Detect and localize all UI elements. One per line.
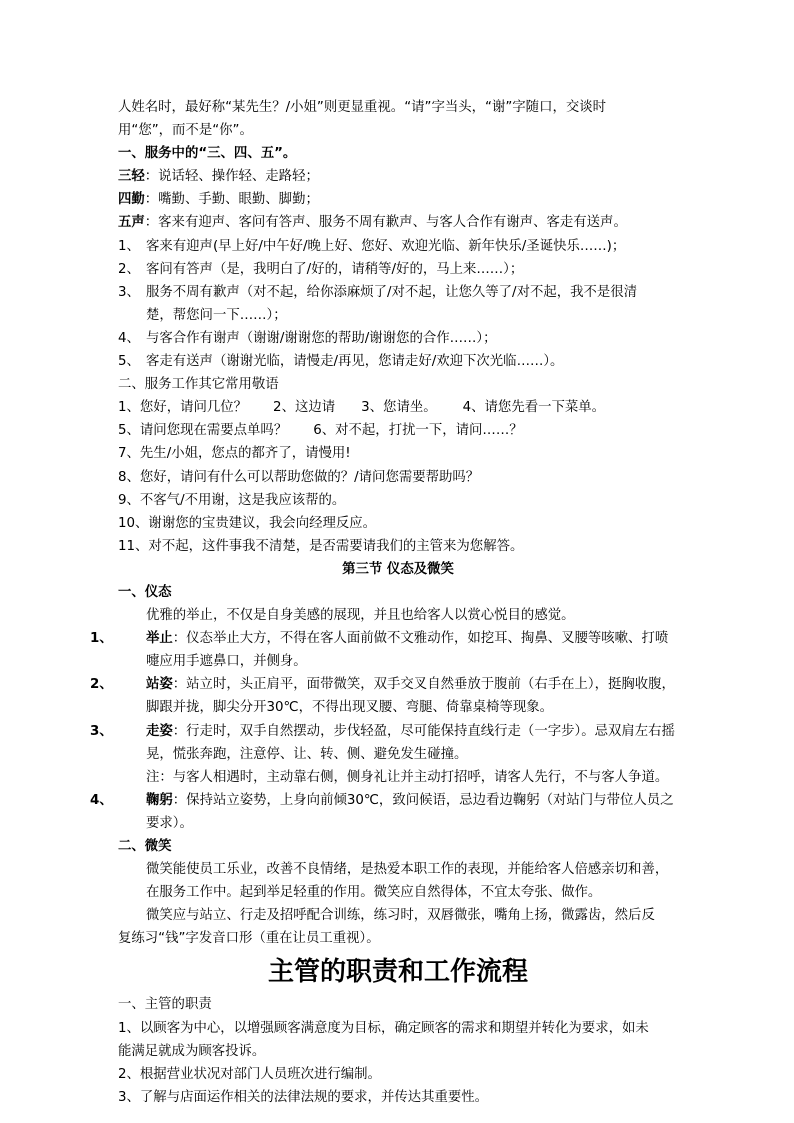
page-title: 主管的职责和工作流程 [267,957,528,988]
list-number: 3、 [90,723,113,739]
paragraph-line: 2、根据营业状况对部门人员班次进行编制。 [118,1066,381,1082]
document-page [90,96,678,1109]
phrase-row [118,396,678,419]
section-heading: 一、主管的职责 [118,997,212,1013]
section-heading: 二、服务工作其它常用敬语 [118,377,279,393]
list-text: ：保持站立姿势，上身向前倾30℃，致问候语，忌边看边鞠躬（对站门与带位人员之要求）。 [146,792,674,831]
subsection-heading: 一、仪态 [118,584,172,600]
list-item [90,789,678,835]
wu-sheng-label: 五声 [118,215,145,231]
list-item [118,327,678,350]
phrase-item: 11、对不起，这件事我不清楚，是否需要请我们的主管来为您解答。 [118,538,524,554]
list-number: 1、 [90,631,113,647]
paragraph-line: 1、以顾客为中心，以增强顾客满意度为目标，确定顾客的需求和期望并转化为要求，如未 [118,1020,649,1036]
si-qin-line [118,188,678,211]
phrase-item: 9、不客气/不用谢，这是我应该帮的。 [118,492,346,508]
list-text: 客走有送声（谢谢光临，请慢走/再见，您请走好/欢迎下次光临……）。 [146,354,564,370]
phrase-item: 1、您好，请问几位？ [118,400,248,416]
list-number: 2、 [118,261,140,277]
paragraph-line: 能满足就成为顾客投诉。 [118,1043,266,1059]
phrase-item: 8、您好，请问有什么可以帮助您做的？/请问您需要帮助吗？ [118,469,480,485]
si-qin-label: 四勤 [118,192,145,208]
phrase-item: 4、请您先看一下菜单。 [462,400,606,416]
list-text: 与客合作有谢声（谢谢/谢谢您的帮助/谢谢您的合作……）； [146,330,497,346]
list-text-continued: 楚，帮您问一下……）； [146,307,287,323]
list-item [118,235,678,258]
san-qing-text: ：说话轻、操作轻、走路轻； [144,169,319,185]
list-number: 4、 [118,330,140,346]
section-heading: 一、服务中的“三、四、五”。 [118,146,297,162]
list-number: 1、 [118,238,140,254]
list-number: 4、 [90,792,113,808]
item-label: 鞠躬 [146,792,173,808]
list-item [90,720,678,766]
phrase-item: 3、您请坐。 [361,400,437,416]
list-item [90,673,678,719]
paragraph: 微笑能使员工乐业，改善不良情绪，是热爱本职工作的表现，并能给客人倍感亲切和善，在服务工作中。起到举足轻重的作用。微笑应自然得体，不宜太夸张、做作。 [146,862,669,901]
san-qing-label: 三轻 [118,169,145,185]
list-item [118,350,678,373]
san-qing-line [118,165,678,188]
item-label: 举止 [146,631,173,647]
paragraph-line: 3、了解与店面运作相关的法律法规的要求，并传达其重要性。 [118,1089,489,1105]
list-text: ：行走时，双手自然摆动，步伐轻盈，尽可能保持直线行走（一字步）。忌双肩左右摇晃，慌张奔跑，注意停、让、转、侧、避免发生碰撞。 [146,723,675,762]
paragraph-line: 优雅的举止，不仅是自身美感的展现，并且也给客人以赏心悦目的感觉。 [146,608,575,624]
item-label: 走姿 [146,723,173,739]
paragraph-line: 微笑应与站立、行走及招呼配合训练，练习时，双唇微张，嘴角上扬，微露齿，然后反 [146,908,655,924]
list-number: 3、 [118,284,140,300]
list-number: 2、 [90,677,113,693]
list-item [90,627,678,673]
phrase-item: 2、这边请 [273,400,336,416]
note-line: 注：与客人相遇时，主动靠右侧，侧身礼让并主动打招呼，请客人先行，不与客人争道。 [146,769,669,785]
paragraph-line: 复练习“钱”字发音口形（重在让员工重视）。 [118,931,380,947]
phrase-item: 10、谢谢您的宝贵建议，我会向经理反应。 [118,515,377,531]
paragraph-line: 人姓名时，最好称“某先生？/小姐”则更显重视。“请”字当头，“谢”字随口，交谈时 [118,100,607,115]
paragraph-line: 用“您”，而不是“你”。 [118,123,253,139]
list-text: ：站立时，头正肩平，面带微笑，双手交叉自然垂放于腹前（右手在上），挺胸收腹，脚跟并拢，脚尖分开30℃，不得出现叉腰、弯腿、倚靠桌椅等现象。 [146,677,675,716]
item-label: 站姿 [146,677,173,693]
subsection-heading: 二、微笑 [118,839,172,854]
si-qin-text: ：嘴勤、手勤、眼勤、脚勤； [144,192,319,208]
list-text: 客来有迎声(早上好/中午好/晚上好、您好、欢迎光临、新年快乐/圣诞快乐……)； [146,238,626,254]
list-number: 5、 [118,354,140,370]
list-item [118,258,678,281]
list-item [118,281,678,304]
phrase-item: 7、先生/小姐，您点的都齐了，请慢用! [118,446,351,462]
list-text: 客问有答声（是，我明白了/好的，请稍等/好的，马上来……）； [146,261,524,277]
wu-sheng-text: ：客来有迎声、客问有答声、服务不周有歉声、与客人合作有谢声、客走有送声。 [144,215,627,231]
phrase-row [118,419,678,442]
list-text: 服务不周有歉声（对不起，给你添麻烦了/对不起，让您久等了/对不起，我不是很清 [146,284,638,300]
phrase-item: 5、请问您现在需要点单吗？ [118,423,288,439]
section-title: 第三节 仪态及微笑 [342,561,454,577]
list-text: ：仪态举止大方，不得在客人面前做不文雅动作，如挖耳、掏鼻、叉腰等咳嗽、打喷嚏应用手遮鼻口，并侧身。 [146,631,669,670]
phrase-item: 6、对不起，打扰一下，请问……？ [313,423,523,439]
wu-sheng-line [118,211,678,234]
